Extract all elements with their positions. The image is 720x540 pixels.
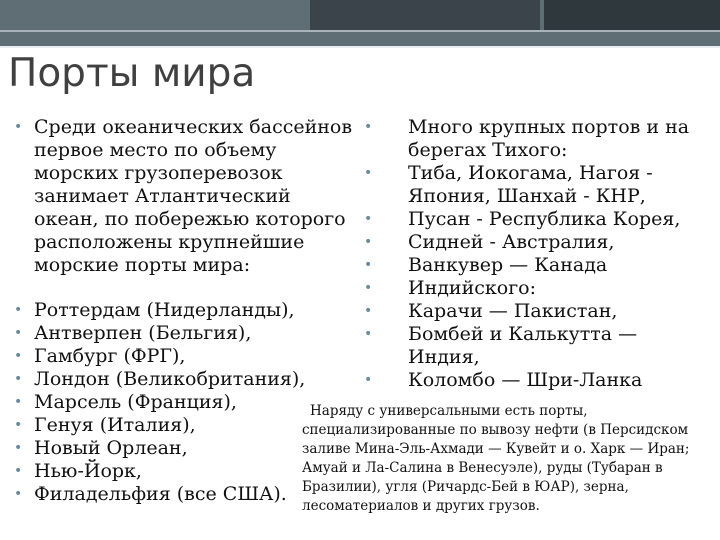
right-item: • Коломбо — Шри-Ланка [364, 369, 643, 391]
intro-bullet [14, 116, 364, 277]
bullet-icon: • [14, 417, 23, 433]
port-item: • Роттердам (Нидерланды), [14, 299, 295, 321]
intro-line: расположены крупнейшие [34, 231, 305, 253]
port-item: • Филадельфия (все США). [14, 483, 287, 505]
bullet-icon: • [364, 119, 373, 135]
bullet-icon: • [364, 326, 373, 342]
bullet-icon: • [364, 303, 373, 319]
indian-heading-item: • Индийского: [364, 277, 537, 299]
bullet-icon: • [14, 394, 23, 410]
bullet-icon: • [14, 486, 23, 502]
top-banner [0, 0, 720, 46]
intro-line: морские порты мира: [34, 254, 251, 276]
intro-line: морских грузоперевозок [34, 162, 283, 184]
right-item: • Тиба, Иокогама, Нагоя - Япония, Шанхай - КНР, [364, 162, 653, 207]
bullet-icon: • [14, 440, 23, 456]
port-item: • Гамбург (ФРГ), [14, 345, 186, 367]
bullet-icon: • [364, 257, 373, 273]
right-item: • Ванкувер — Канада [364, 254, 608, 276]
port-item: • Антверпен (Бельгия), [14, 322, 252, 344]
bullet-icon: • [364, 280, 373, 296]
slide-title: Порты мира [8, 51, 256, 96]
right-column [364, 116, 720, 392]
intro-line: Среди океанических бассейнов [34, 116, 353, 138]
port-item: • Марсель (Франция), [14, 391, 237, 413]
pacific-heading-item: • Много крупных портов и на берегах Тихого: [364, 116, 690, 161]
right-item: • Пусан - Республика Корея, [364, 208, 681, 230]
port-item: • Лондон (Великобритания), [14, 368, 306, 390]
bullet-icon: • [14, 348, 23, 364]
bullet-icon: • [364, 372, 373, 388]
intro-line: первое место по объему [34, 139, 277, 161]
bullet-icon: • [14, 371, 23, 387]
bullet-icon: • [14, 325, 23, 341]
bullet-icon: • [14, 463, 23, 479]
right-item: • Сидней - Австралия, [364, 231, 615, 253]
bullet-icon: • [14, 119, 23, 135]
bullet-icon: • [14, 302, 23, 318]
banner-segment [544, 0, 720, 30]
intro-line: занимает Атлантический [34, 185, 291, 207]
bullet-icon: • [364, 234, 373, 250]
right-item: • Карачи — Пакистан, [364, 300, 618, 322]
banner-segment [310, 0, 540, 30]
intro-line: океан, по побережью которого [34, 208, 346, 230]
bullet-icon: • [364, 165, 373, 181]
specialized-ports-note: Наряду с универсальными есть порты, специализированные по вывозу нефти (в Персидском заливе Мина-Эль-Ахмади — Кувейт и о. Харк — Иран; Амуай и Ла-Салина в Венесуэле), руды (Тубаран в Бразилии), угля (Ричардс-Бей в ЮАР), зерна, лесоматериалов и других грузов. [302, 403, 690, 514]
title-divider [0, 46, 720, 48]
right-item: • Бомбей и Калькутта — Индия, [364, 323, 638, 368]
bullet-icon: • [364, 211, 373, 227]
port-item: • Нью-Йорк, [14, 460, 142, 482]
port-item: • Новый Орлеан, [14, 437, 188, 459]
banner-line [0, 30, 720, 32]
port-item: • Генуя (Италия), [14, 414, 196, 436]
